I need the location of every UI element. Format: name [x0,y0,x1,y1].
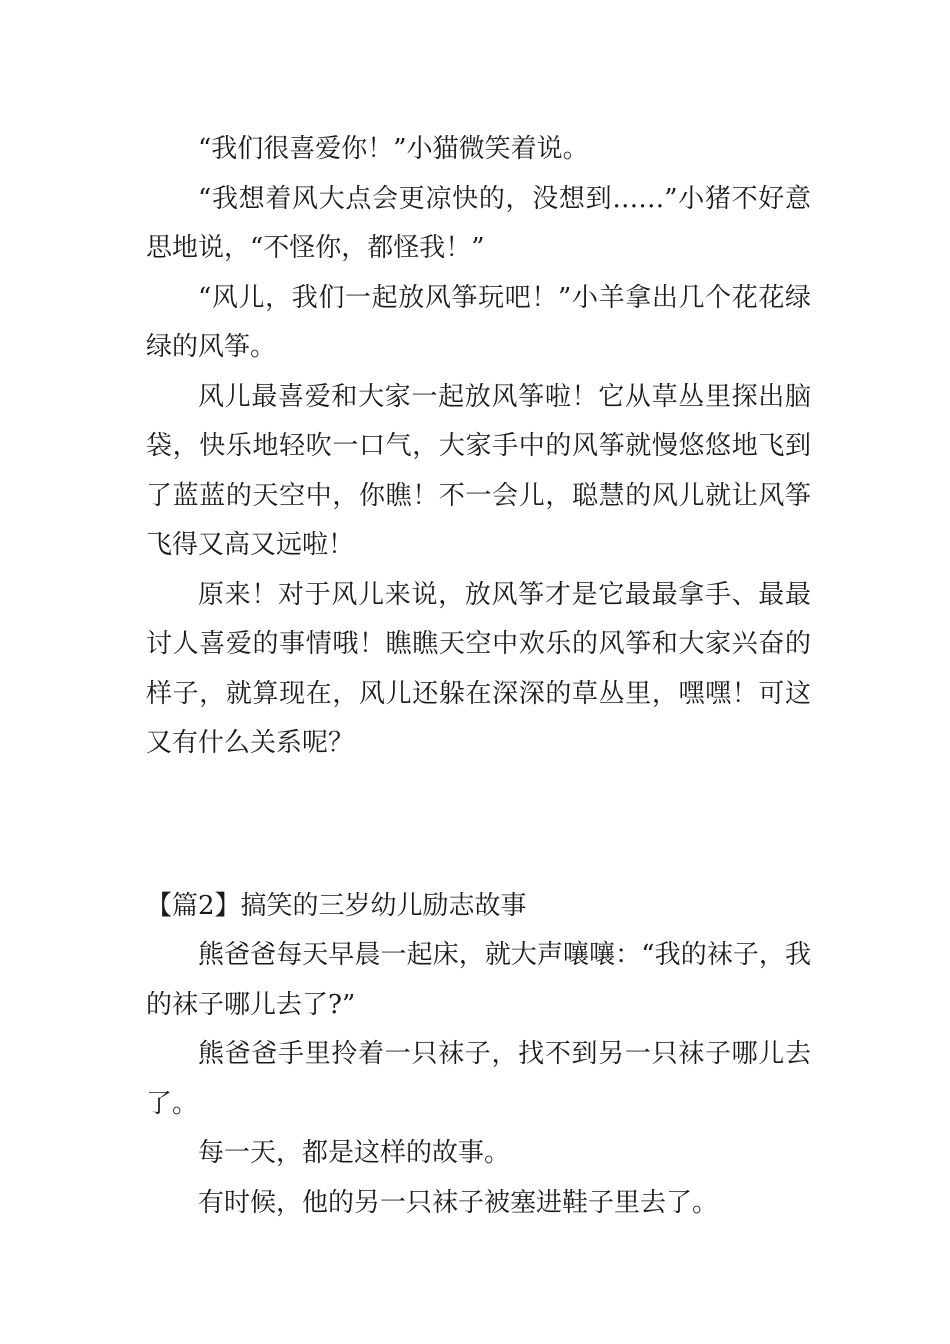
document-body [146,125,811,1228]
paragraph: “我们很喜爱你！”小猫微笑着说。 [198,134,589,164]
paragraph: 每一天，都是这样的故事。 [198,1138,511,1168]
paragraph: 风儿最喜爱和大家一起放风筝啦！它从草丛里探出脑袋，快乐地轻吹一口气，大家手中的风筝就慢悠悠地飞到了蓝蓝的天空中，你瞧！不一会儿，聪慧的风儿就让风筝飞得又高又远啦！ [146,381,811,560]
paragraph: 熊爸爸手里拎着一只袜子，找不到另一只袜子哪儿去了。 [146,1039,811,1119]
paragraph: 有时候，他的另一只袜子被塞进鞋子里去了。 [198,1187,719,1218]
paragraph: 熊爸爸每天早晨一起床，就大声嚷嚷：“我的袜子，我的袜子哪儿去了?” [146,940,811,1020]
paragraph: 原来！对于风儿来说，放风筝才是它最最拿手、最最讨人喜爱的事情哦！瞧瞧天空中欢乐的风筝和大家兴奋的样子，就算现在，风儿还躲在深深的草丛里，嘿嘿！可这又有什么关系呢？ [146,579,811,758]
section-heading: 【篇2】搞笑的三岁幼儿励志故事 [146,890,527,921]
paragraph: “我想着风大点会更凉快的，没想到……”小猪不好意思地说，“不怪你，都怪我！” [146,183,811,263]
paragraph: “风儿，我们一起放风筝玩吧！”小羊拿出几个花花绿绿的风筝。 [146,282,811,362]
section-spacer [146,769,811,882]
